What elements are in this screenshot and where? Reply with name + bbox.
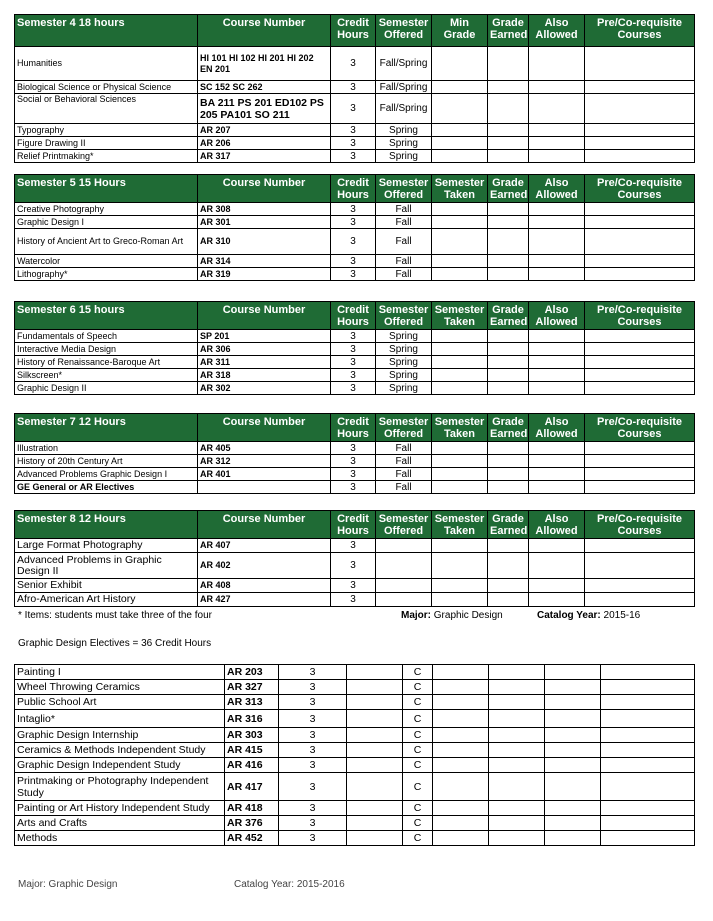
major-value: Graphic Design (433, 610, 503, 621)
course-number: AR 452 (225, 831, 279, 846)
credit-hours: 3 (279, 665, 347, 680)
semester-8-table (14, 510, 695, 607)
course-name: Graphic Design II (15, 382, 198, 395)
course-name: Interactive Media Design (15, 343, 198, 356)
min-grade: C (403, 801, 433, 816)
course-number: AR 312 (198, 455, 331, 468)
course-number: AR 203 (225, 665, 279, 680)
credit-hours: 3 (331, 47, 376, 81)
semester-8-title: Semester 8 12 Hours (15, 511, 198, 539)
major-note (401, 610, 503, 621)
col-also-allowed: Also Allowed (529, 414, 585, 442)
semester-6-title: Semester 6 15 hours (15, 302, 198, 330)
table-row (15, 369, 695, 382)
course-name: Afro-American Art History (15, 593, 198, 607)
semester-offered: Fall (376, 442, 432, 455)
course-number: AR 206 (198, 137, 331, 150)
table-row (15, 137, 695, 150)
credit-hours: 3 (279, 831, 347, 846)
course-number: AR 415 (225, 743, 279, 758)
semester-5-table (14, 174, 695, 281)
course-name: Social or Behavioral Sciences (15, 94, 198, 124)
credit-hours: 3 (331, 255, 376, 268)
course-number: AR 319 (198, 268, 331, 281)
footer-catalog: Catalog Year: 2015-2016 (234, 879, 345, 890)
semester-offered: Fall/Spring (376, 47, 432, 81)
course-number: AR 418 (225, 801, 279, 816)
course-number: AR 407 (198, 539, 331, 553)
col-min-grade: Min Grade (432, 15, 488, 47)
col-prereq: Pre/Co-requisite Courses (585, 15, 695, 47)
credit-hours: 3 (331, 442, 376, 455)
semester-offered (376, 553, 432, 579)
semester-offered: Fall (376, 255, 432, 268)
course-number: AR 303 (225, 728, 279, 743)
credit-hours: 3 (331, 539, 376, 553)
course-name: Public School Art (15, 695, 225, 710)
major-label: Major: (401, 610, 431, 621)
credit-hours: 3 (279, 816, 347, 831)
semester-4-title: Semester 4 18 hours (15, 15, 198, 47)
table-row (15, 455, 695, 468)
credit-hours: 3 (279, 743, 347, 758)
course-name: Graphic Design Internship (15, 728, 225, 743)
course-name: Silkscreen* (15, 369, 198, 382)
col-prereq: Pre/Co-requisite Courses (585, 175, 695, 203)
course-name: Figure Drawing II (15, 137, 198, 150)
course-number: HI 101 HI 102 HI 201 HI 202 EN 201 (198, 47, 331, 81)
course-number: AR 405 (198, 442, 331, 455)
course-name: Senior Exhibit (15, 579, 198, 593)
course-number: AR 408 (198, 579, 331, 593)
min-grade: C (403, 743, 433, 758)
col-course-number: Course Number (198, 302, 331, 330)
semester-7-table (14, 413, 695, 494)
table-row (15, 593, 695, 607)
table-row (15, 229, 695, 255)
col-semester-taken: Semester Taken (432, 175, 488, 203)
course-name: Graphic Design Independent Study (15, 758, 225, 773)
course-name: Lithography* (15, 268, 198, 281)
table-row (15, 831, 695, 846)
credit-hours: 3 (331, 137, 376, 150)
semester-offered: Spring (376, 150, 432, 163)
credit-hours: 3 (331, 382, 376, 395)
col-grade-earned: Grade Earned (488, 302, 529, 330)
semester-offered: Spring (376, 330, 432, 343)
min-grade: C (403, 773, 433, 801)
table-row (15, 468, 695, 481)
credit-hours: 3 (331, 343, 376, 356)
electives-heading: Graphic Design Electives = 36 Credit Hours (18, 638, 212, 649)
col-grade-earned: Grade Earned (488, 15, 529, 47)
credit-hours: 3 (331, 81, 376, 94)
course-number: AR 301 (198, 216, 331, 229)
table-row (15, 382, 695, 395)
credit-hours: 3 (331, 216, 376, 229)
col-semester-taken: Semester Taken (432, 511, 488, 539)
electives-table (14, 664, 695, 846)
course-name: Biological Science or Physical Science (15, 81, 198, 94)
course-name: Painting I (15, 665, 225, 680)
semester-offered: Fall/Spring (376, 94, 432, 124)
min-grade: C (403, 758, 433, 773)
table-row (15, 680, 695, 695)
table-row (15, 579, 695, 593)
course-number: AR 402 (198, 553, 331, 579)
course-number: AR 302 (198, 382, 331, 395)
semester-7-title: Semester 7 12 Hours (15, 414, 198, 442)
col-grade-earned: Grade Earned (488, 511, 529, 539)
course-number (198, 481, 331, 494)
credit-hours: 3 (331, 553, 376, 579)
col-course-number: Course Number (198, 414, 331, 442)
table-row (15, 216, 695, 229)
semester-offered: Fall (376, 229, 432, 255)
col-prereq: Pre/Co-requisite Courses (585, 414, 695, 442)
semester-6-table (14, 301, 695, 395)
table-row (15, 203, 695, 216)
credit-hours: 3 (331, 455, 376, 468)
semester-offered (376, 593, 432, 607)
credit-hours: 3 (279, 710, 347, 728)
table-row (15, 801, 695, 816)
course-name: Relief Printmaking* (15, 150, 198, 163)
col-semester-offered: Semester Offered (376, 15, 432, 47)
col-semester-offered: Semester Offered (376, 302, 432, 330)
col-semester-taken: Semester Taken (432, 302, 488, 330)
course-name: Arts and Crafts (15, 816, 225, 831)
course-name: History of Ancient Art to Greco-Roman Art (15, 229, 198, 255)
course-number: AR 401 (198, 468, 331, 481)
course-name: Painting or Art History Independent Study (15, 801, 225, 816)
table-row (15, 553, 695, 579)
credit-hours: 3 (331, 94, 376, 124)
items-note: * Items: students must take three of the four (18, 610, 212, 621)
semester-5-title: Semester 5 15 Hours (15, 175, 198, 203)
course-name: Large Format Photography (15, 539, 198, 553)
col-course-number: Course Number (198, 175, 331, 203)
table-row (15, 743, 695, 758)
credit-hours: 3 (331, 593, 376, 607)
semester-offered: Fall (376, 216, 432, 229)
min-grade: C (403, 680, 433, 695)
col-semester-offered: Semester Offered (376, 511, 432, 539)
credit-hours: 3 (279, 680, 347, 695)
col-semester-offered: Semester Offered (376, 414, 432, 442)
semester-offered: Fall (376, 481, 432, 494)
table-row (15, 268, 695, 281)
semester-offered: Fall (376, 268, 432, 281)
table-row (15, 816, 695, 831)
credit-hours: 3 (331, 369, 376, 382)
col-course-number: Course Number (198, 511, 331, 539)
catalog-value: 2015-16 (603, 610, 641, 621)
course-number: AR 306 (198, 343, 331, 356)
course-number: AR 376 (225, 816, 279, 831)
course-name: History of Renaissance-Baroque Art (15, 356, 198, 369)
course-number: AR 308 (198, 203, 331, 216)
credit-hours: 3 (279, 695, 347, 710)
min-grade: C (403, 665, 433, 680)
credit-hours: 3 (279, 758, 347, 773)
course-number: SP 201 (198, 330, 331, 343)
course-name: Ceramics & Methods Independent Study (15, 743, 225, 758)
credit-hours: 3 (279, 773, 347, 801)
col-grade-earned: Grade Earned (488, 414, 529, 442)
semester-offered (376, 579, 432, 593)
course-name: Advanced Problems Graphic Design I (15, 468, 198, 481)
table-row (15, 773, 695, 801)
col-also-allowed: Also Allowed (529, 175, 585, 203)
table-row (15, 255, 695, 268)
min-grade: C (403, 728, 433, 743)
semester-offered: Fall/Spring (376, 81, 432, 94)
course-name: Wheel Throwing Ceramics (15, 680, 225, 695)
col-grade-earned: Grade Earned (488, 175, 529, 203)
course-number: AR 327 (225, 680, 279, 695)
course-number: AR 310 (198, 229, 331, 255)
credit-hours: 3 (331, 203, 376, 216)
credit-hours: 3 (331, 356, 376, 369)
min-grade: C (403, 710, 433, 728)
course-number: AR 207 (198, 124, 331, 137)
course-name: Typography (15, 124, 198, 137)
col-course-number: Course Number (198, 15, 331, 47)
course-name: Creative Photography (15, 203, 198, 216)
course-name: Illustration (15, 442, 198, 455)
course-number: AR 427 (198, 593, 331, 607)
course-name: Intaglio* (15, 710, 225, 728)
course-name: Fundamentals of Speech (15, 330, 198, 343)
credit-hours: 3 (279, 728, 347, 743)
credit-hours: 3 (331, 268, 376, 281)
semester-offered: Spring (376, 369, 432, 382)
course-name: History of 20th Century Art (15, 455, 198, 468)
course-number: AR 311 (198, 356, 331, 369)
table-row (15, 330, 695, 343)
table-row (15, 695, 695, 710)
course-name: GE General or AR Electives (15, 481, 198, 494)
table-row (15, 710, 695, 728)
semester-offered: Spring (376, 124, 432, 137)
course-number: AR 417 (225, 773, 279, 801)
semester-offered: Spring (376, 343, 432, 356)
table-row (15, 539, 695, 553)
table-row (15, 47, 695, 81)
course-number: AR 416 (225, 758, 279, 773)
catalog-label: Catalog Year: (537, 610, 601, 621)
col-semester-taken: Semester Taken (432, 414, 488, 442)
course-number: AR 313 (225, 695, 279, 710)
credit-hours: 3 (279, 801, 347, 816)
semester-offered: Fall (376, 455, 432, 468)
credit-hours: 3 (331, 124, 376, 137)
table-row (15, 94, 695, 124)
col-credit-hours: Credit Hours (331, 302, 376, 330)
course-name: Advanced Problems in Graphic Design II (15, 553, 198, 579)
col-semester-offered: Semester Offered (376, 175, 432, 203)
semester-offered: Spring (376, 137, 432, 150)
col-also-allowed: Also Allowed (529, 302, 585, 330)
col-credit-hours: Credit Hours (331, 175, 376, 203)
semester-offered: Fall (376, 203, 432, 216)
table-row (15, 343, 695, 356)
table-row (15, 356, 695, 369)
table-row (15, 150, 695, 163)
course-name: Humanities (15, 47, 198, 81)
course-number: AR 318 (198, 369, 331, 382)
course-number: SC 152 SC 262 (198, 81, 331, 94)
catalog-note (537, 610, 640, 621)
course-name: Watercolor (15, 255, 198, 268)
col-credit-hours: Credit Hours (331, 414, 376, 442)
semester-offered: Spring (376, 356, 432, 369)
table-row (15, 728, 695, 743)
credit-hours: 3 (331, 579, 376, 593)
course-number: AR 314 (198, 255, 331, 268)
course-number: BA 211 PS 201 ED102 PS 205 PA101 SO 211 (198, 94, 331, 124)
table-row (15, 124, 695, 137)
col-prereq: Pre/Co-requisite Courses (585, 302, 695, 330)
table-row (15, 442, 695, 455)
col-also-allowed: Also Allowed (529, 511, 585, 539)
course-name: Printmaking or Photography Independent Study (15, 773, 225, 801)
semester-offered (376, 539, 432, 553)
table-row (15, 665, 695, 680)
course-name: Graphic Design I (15, 216, 198, 229)
min-grade: C (403, 816, 433, 831)
col-prereq: Pre/Co-requisite Courses (585, 511, 695, 539)
credit-hours: 3 (331, 150, 376, 163)
table-row (15, 758, 695, 773)
footer-major: Major: Graphic Design (18, 879, 118, 890)
credit-hours: 3 (331, 330, 376, 343)
semester-offered: Spring (376, 382, 432, 395)
course-number: AR 317 (198, 150, 331, 163)
col-also-allowed: Also Allowed (529, 15, 585, 47)
credit-hours: 3 (331, 229, 376, 255)
semester-4-table (14, 14, 695, 163)
table-row (15, 81, 695, 94)
col-credit-hours: Credit Hours (331, 511, 376, 539)
min-grade: C (403, 695, 433, 710)
course-number: AR 316 (225, 710, 279, 728)
table-row (15, 481, 695, 494)
col-credit-hours: Credit Hours (331, 15, 376, 47)
credit-hours: 3 (331, 468, 376, 481)
semester-offered: Fall (376, 468, 432, 481)
credit-hours: 3 (331, 481, 376, 494)
min-grade: C (403, 831, 433, 846)
course-name: Methods (15, 831, 225, 846)
